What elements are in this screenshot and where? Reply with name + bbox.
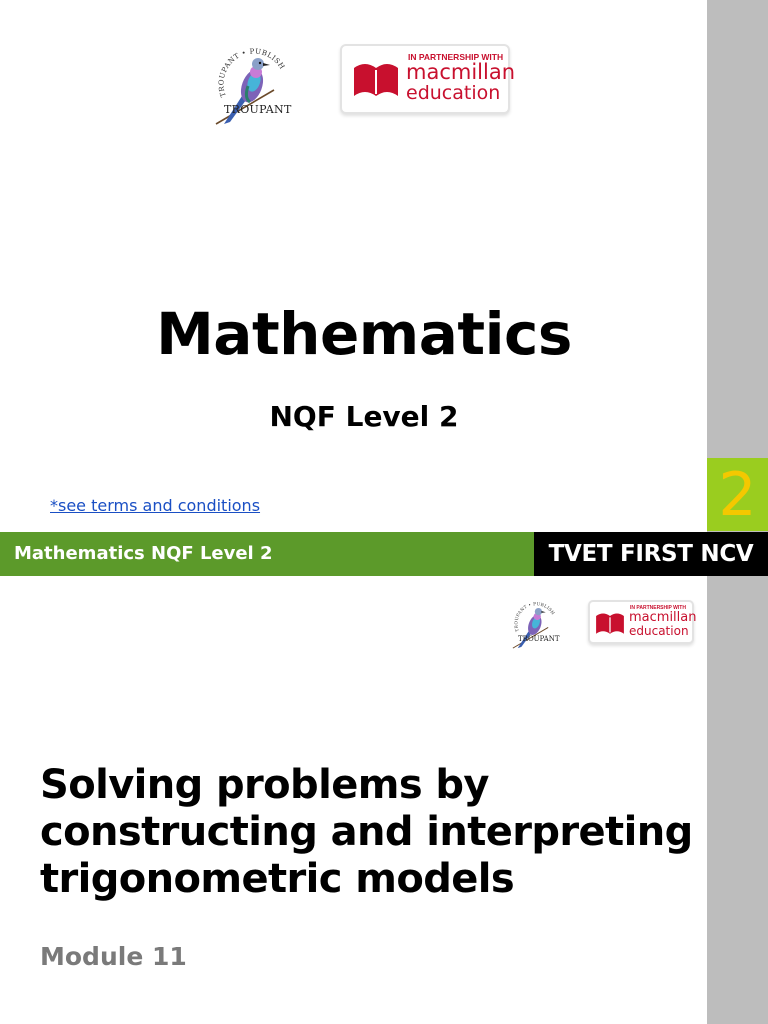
module-title-line: Solving problems by: [40, 762, 489, 808]
bird-icon: [208, 42, 300, 130]
band-label: Mathematics NQF Level 2: [14, 543, 273, 564]
module-title-line: constructing and interpreting: [40, 809, 693, 855]
publisher-arc-text-small: TROUPANT • PUBLISH: [514, 602, 556, 633]
partner-line: IN PARTNERSHIP WITH: [408, 52, 504, 62]
publisher-name: TROUPANT: [224, 103, 292, 116]
level-badge: [707, 458, 768, 531]
troupant-logo: [208, 42, 300, 130]
module-title: [40, 762, 700, 903]
education-word: education: [406, 82, 501, 104]
bird-icon: [508, 598, 564, 652]
macmillan-logo: [340, 44, 516, 114]
level-digit: 2: [718, 459, 757, 530]
cover-subtitle: NQF Level 2: [269, 400, 459, 433]
macmillan-word: macmillan: [406, 60, 516, 84]
publisher-arc-text: TROUPANT • PUBLISH: [217, 47, 287, 99]
macmillan-word-small: macmillan: [629, 610, 697, 625]
troupant-logo-small: [508, 598, 564, 652]
partner-line-small: IN PARTNERSHIP WITH: [630, 605, 686, 611]
series-label: TVET FIRST NCV: [534, 532, 768, 576]
module-title-line: trigonometric models: [40, 856, 515, 902]
terms-link[interactable]: *see terms and conditions: [50, 496, 261, 515]
macmillan-mark-icon: [596, 611, 624, 635]
education-word-small: education: [629, 624, 689, 638]
module-label: Module 11: [40, 942, 187, 971]
publisher-name-small: TROUPANT: [518, 635, 560, 643]
macmillan-logo-small: [588, 600, 697, 644]
macmillan-mark-icon: [354, 60, 398, 98]
cover-title: Mathematics: [156, 300, 572, 368]
